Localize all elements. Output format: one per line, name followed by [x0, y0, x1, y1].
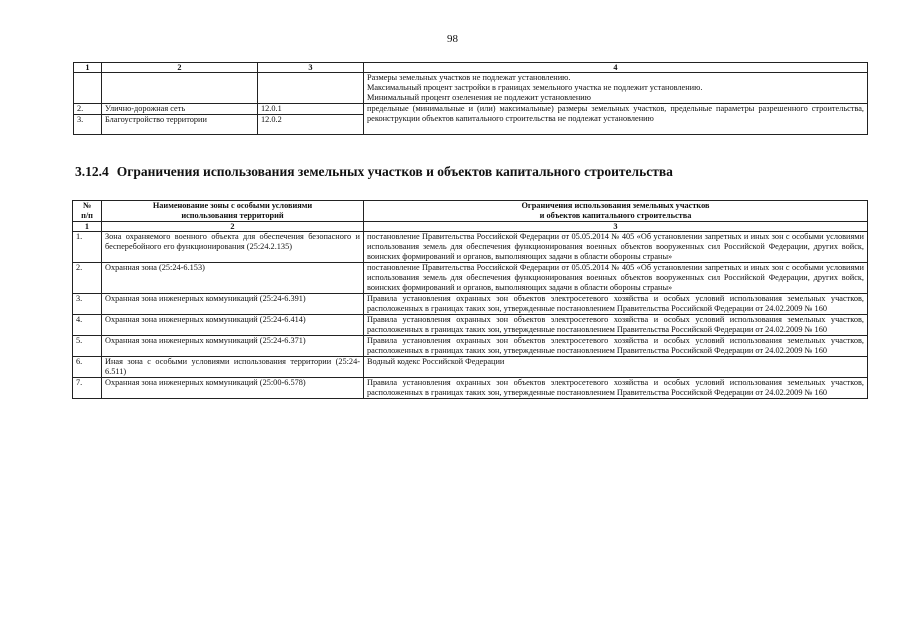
use-type-code: 12.0.1: [258, 104, 364, 115]
restriction-text: Правила установления охранных зон объектов электросетевого хозяйства и особых условий использования земельных участков, расположенных в границах таких зон, утвержденные постановлением Правительства Российской Федерации от 24.02.2009 № 160: [364, 315, 868, 336]
land-use-table-continued: [73, 62, 868, 135]
table-header-row: [74, 63, 868, 73]
row-number: 2.: [73, 263, 102, 294]
zone-name: Охранная зона инженерных коммуникаций (25:24-6.391): [102, 294, 364, 315]
zone-name: Охранная зона инженерных коммуникаций (25:00-6.578): [102, 378, 364, 399]
table-row: [73, 294, 868, 315]
row-number: 2.: [74, 104, 102, 115]
header-zone-name: Наименование зоны с особыми условиями использования территорий: [102, 201, 364, 222]
column-number-4: 4: [364, 63, 868, 73]
use-type-name: Улично-дорожная сеть: [102, 104, 258, 115]
parameter-line: Размеры земельных участков не подлежат установлению.: [367, 73, 571, 82]
row-number: 3.: [73, 294, 102, 315]
table-row: [73, 378, 868, 399]
table-row: [74, 73, 868, 104]
zone-name: Зона охраняемого военного объекта для обеспечения безопасного и бесперебойного его функционирования (25:24.2.135): [102, 232, 364, 263]
restriction-text: Правила установления охранных зон объектов электросетевого хозяйства и особых условий использования земельных участков, расположенных в границах таких зон, утвержденные постановлением Правительства Российской Федерации от 24.02.2009 № 160: [364, 378, 868, 399]
table-row: [73, 315, 868, 336]
table-header-row: [73, 201, 868, 222]
row-number: 1.: [73, 232, 102, 263]
restriction-text: постановление Правительства Российской Федерации от 05.05.2014 № 405 «Об установлении запретных и иных зон с особыми условиями использования земель для обеспечения функционирования военных объектов вооруженных сил Российской Федерации, других войск, воинских формирований и органов, выполняющих задачи в области обороны страны»: [364, 232, 868, 263]
header-number: № п/п: [73, 201, 102, 222]
parameters-cell: предельные (минимальные и (или) максимальные) размеры земельных участков, предельные параметры разрешенного строительства, реконструкции объектов капитального строительства не подлежат установлению: [364, 104, 868, 135]
restrictions-table: [72, 200, 868, 399]
section-heading: [75, 164, 673, 180]
restriction-text: Водный кодекс Российской Федерации: [364, 357, 868, 378]
restriction-text: постановление Правительства Российской Федерации от 05.05.2014 № 405 «Об установлении запретных и иных зон с особыми условиями использования земель для обеспечения функционирования военных объектов вооруженных сил Российской Федерации, других войск, воинских формирований и органов, выполняющих задачи в области обороны страны»: [364, 263, 868, 294]
restriction-text: Правила установления охранных зон объектов электросетевого хозяйства и особых условий использования земельных участков, расположенных в границах таких зон, утвержденные постановлением Правительства Российской Федерации от 24.02.2009 № 160: [364, 294, 868, 315]
column-number-2: 2: [102, 222, 364, 232]
page-number: 98: [447, 33, 458, 45]
column-number-3: 3: [258, 63, 364, 73]
parameter-line: Минимальный процент озеленения не подлежит установлению: [367, 93, 591, 102]
column-number-1: 1: [73, 222, 102, 232]
table-row: [73, 263, 868, 294]
row-number: 3.: [74, 115, 102, 135]
table-row: [73, 336, 868, 357]
table-row: [73, 232, 868, 263]
parameter-line: Максимальный процент застройки в границах земельного участка не подлежит установлению.: [367, 83, 703, 92]
table-row: [73, 357, 868, 378]
column-numbers-row: [73, 222, 868, 232]
zone-name: Охранная зона (25:24-6.153): [102, 263, 364, 294]
column-number-1: 1: [74, 63, 102, 73]
section-title: Ограничения использования земельных участков и объектов капитального строительства: [116, 164, 673, 179]
row-number: 7.: [73, 378, 102, 399]
parameters-cell: [364, 73, 868, 104]
row-number: 6.: [73, 357, 102, 378]
use-type-name: Благоустройство территории: [102, 115, 258, 135]
use-type-code: 12.0.2: [258, 115, 364, 135]
row-number: 4.: [73, 315, 102, 336]
zone-name: Охранная зона инженерных коммуникаций (25:24-6.371): [102, 336, 364, 357]
section-number: 3.12.4: [75, 164, 109, 179]
table-row: [74, 104, 868, 115]
column-number-2: 2: [102, 63, 258, 73]
column-number-3: 3: [364, 222, 868, 232]
zone-name: Охранная зона инженерных коммуникаций (25:24-6.414): [102, 315, 364, 336]
header-restrictions: Ограничения использования земельных участков и объектов капитального строительства: [364, 201, 868, 222]
row-number: 5.: [73, 336, 102, 357]
zone-name: Иная зона с особыми условиями использования территории (25:24-6.511): [102, 357, 364, 378]
restriction-text: Правила установления охранных зон объектов электросетевого хозяйства и особых условий использования земельных участков, расположенных в границах таких зон, утвержденные постановлением Правительства Российской Федерации от 24.02.2009 № 160: [364, 336, 868, 357]
